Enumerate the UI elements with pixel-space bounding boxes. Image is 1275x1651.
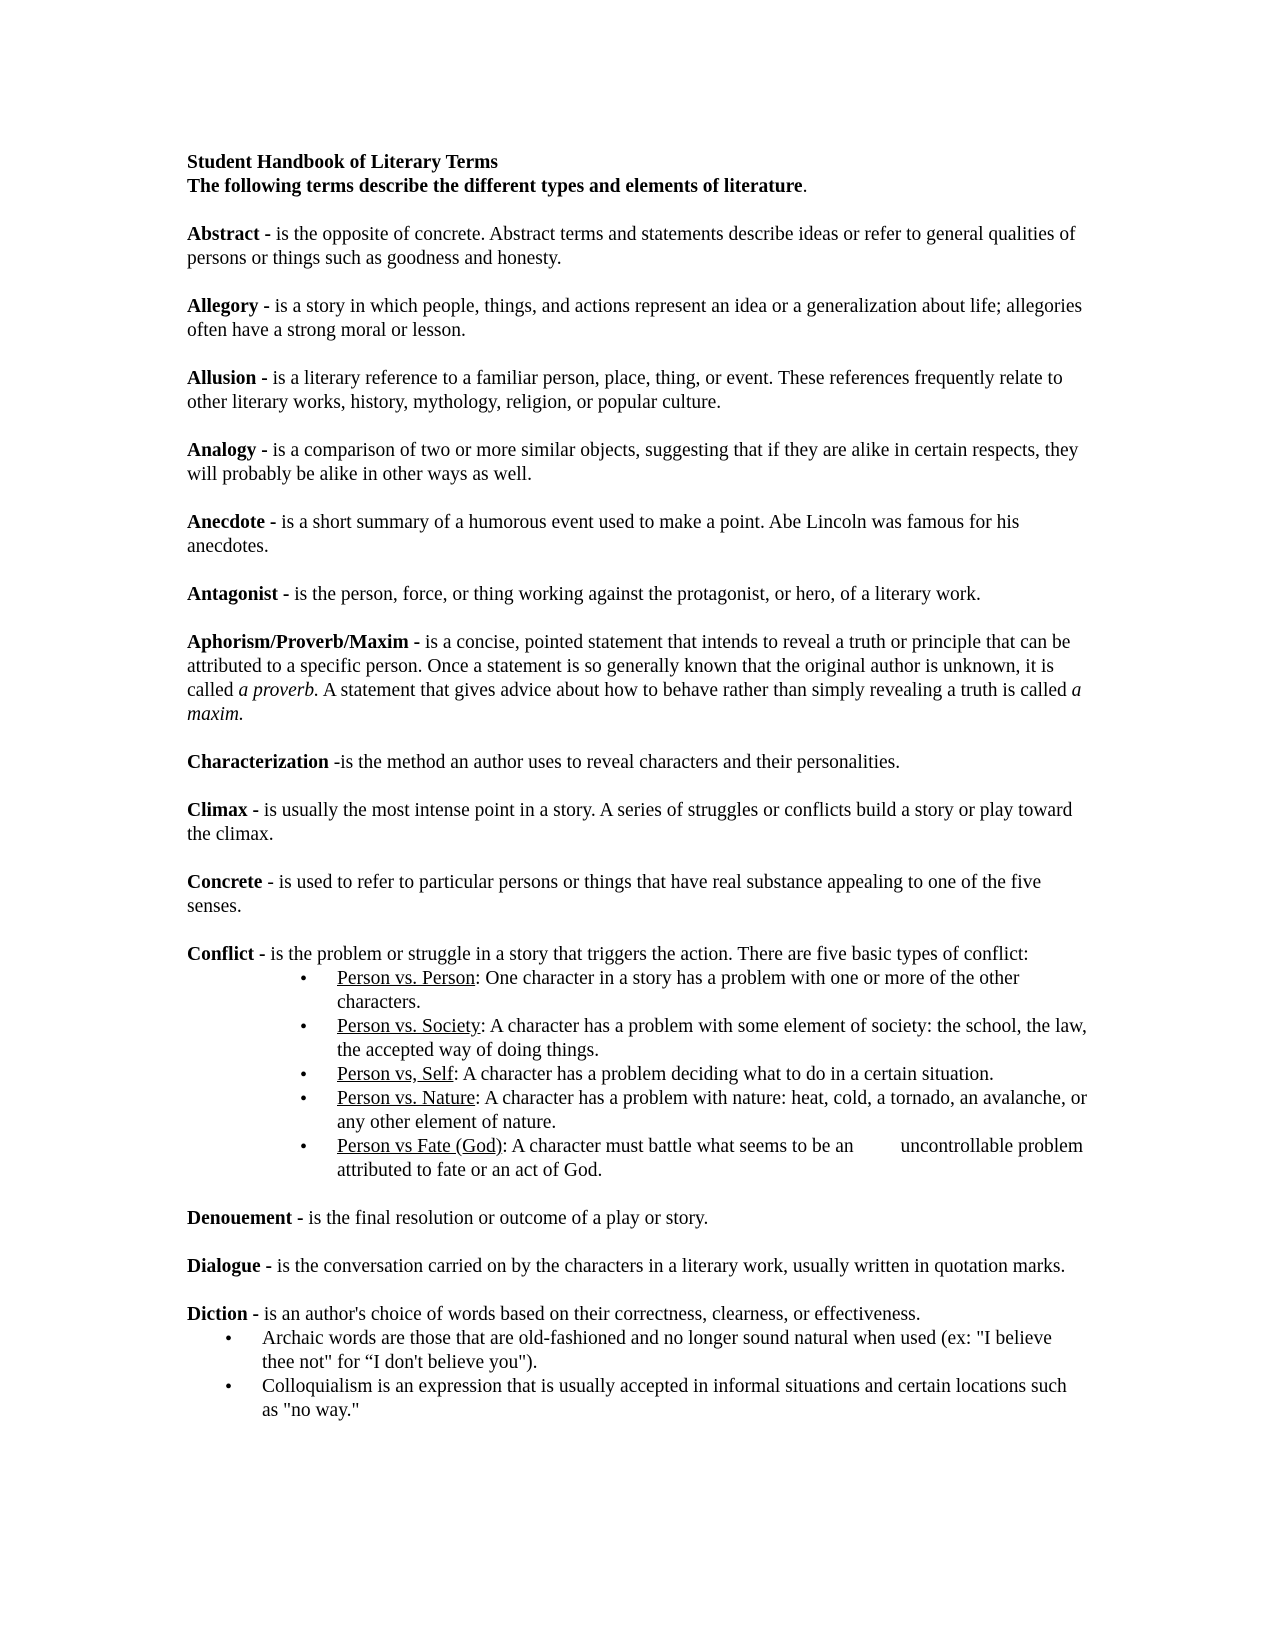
conflict-type-desc: : A character has a problem with nature: heat, cold, a tornado, an avalanche, or any other element of nature. xyxy=(337,1088,1087,1133)
term-name: Anecdote - xyxy=(187,512,277,533)
list-item xyxy=(337,1135,1087,1183)
conflict-type-desc-cont: uncontrollable problem attributed to fate or an act of God. xyxy=(337,1136,1084,1181)
conflict-type-name: Person vs, Self xyxy=(337,1064,454,1085)
entry-abstract xyxy=(187,223,1087,271)
conflict-type-name: Person vs Fate (God) xyxy=(337,1136,503,1157)
document-subtitle xyxy=(187,175,1087,199)
list-item xyxy=(337,1015,1087,1063)
term-definition: is a story in which people, things, and actions represent an idea or a generalization about life; allegories often have a strong moral or lesson. xyxy=(187,296,1083,341)
entry-denouement xyxy=(187,1207,1087,1231)
list-item xyxy=(337,1063,1087,1087)
entry-aphorism xyxy=(187,631,1087,727)
entry-concrete xyxy=(187,871,1087,919)
term-name: Aphorism/Proverb/Maxim - xyxy=(187,632,421,653)
list-item xyxy=(337,967,1087,1015)
entry-allegory xyxy=(187,295,1087,343)
term-definition: -is the method an author uses to reveal characters and their personalities. xyxy=(328,752,901,773)
term-definition: is an author's choice of words based on their correctness, clearness, or effectiveness. xyxy=(259,1304,921,1325)
term-name: Dialogue - xyxy=(187,1256,273,1277)
term-definition: is a concise, pointed statement that intends to reveal a truth or principle that can be attributed to a specific person. Once a statement is so generally known that the original author is unknown, it is called xyxy=(187,632,1071,701)
entry-characterization xyxy=(187,751,1087,775)
entry-diction xyxy=(187,1303,1087,1423)
italic-proverb: a proverb. xyxy=(238,680,319,701)
term-definition: is the problem or struggle in a story that triggers the action. There are five basic types of conflict: xyxy=(265,944,1029,965)
term-name: Abstract - xyxy=(187,224,271,245)
conflict-type-desc: : A character has a problem with some element of society: the school, the law, the accepted way of doing things. xyxy=(337,1016,1087,1061)
conflict-type-name: Person vs. Nature xyxy=(337,1088,476,1109)
term-name: Antagonist - xyxy=(187,584,290,605)
subtitle-text: The following terms describe the different types and elements of literature xyxy=(187,176,803,197)
subtitle-period: . xyxy=(802,176,808,197)
conflict-intro xyxy=(187,943,1087,967)
conflict-type-name: Person vs. Society xyxy=(337,1016,481,1037)
conflict-type-desc: : A character has a problem deciding what to do in a certain situation. xyxy=(453,1064,994,1085)
entry-allusion xyxy=(187,367,1087,415)
term-name: Concrete xyxy=(187,872,263,893)
entry-anecdote xyxy=(187,511,1087,559)
document-page xyxy=(187,151,1087,1447)
diction-list xyxy=(262,1327,1087,1423)
term-name: Characterization xyxy=(187,752,329,773)
entry-analogy xyxy=(187,439,1087,487)
term-definition: is usually the most intense point in a story. A series of struggles or conflicts build a story or play toward the climax. xyxy=(187,800,1073,845)
term-definition: is a short summary of a humorous event used to make a point. Abe Lincoln was famous for his anecdotes. xyxy=(187,512,1020,557)
entry-dialogue xyxy=(187,1255,1087,1279)
entry-climax xyxy=(187,799,1087,847)
term-definition: is the opposite of concrete. Abstract terms and statements describe ideas or refer to general qualities of persons or things such as goodness and honesty. xyxy=(187,224,1076,269)
document-title: Student Handbook of Literary Terms xyxy=(187,152,498,173)
conflict-type-desc: : A character must battle what seems to be an xyxy=(502,1136,854,1157)
list-item xyxy=(337,1087,1087,1135)
italic-maxim: a maxim. xyxy=(187,680,1082,725)
term-name: Climax - xyxy=(187,800,260,821)
list-item: • Archaic words are those that are old-fashioned and no longer sound natural when used (ex: "I believe thee not" for “I don't believe you"). xyxy=(262,1327,1087,1375)
term-definition-cont: A statement that gives advice about how to behave rather than simply revealing a truth is called xyxy=(318,680,1072,701)
document-header xyxy=(187,151,1087,199)
term-definition: is the final resolution or outcome of a play or story. xyxy=(303,1208,709,1229)
term-definition: is a comparison of two or more similar objects, suggesting that if they are alike in certain respects, they will probably be alike in other ways as well. xyxy=(187,440,1079,485)
term-definition: is the person, force, or thing working against the protagonist, or hero, of a literary work. xyxy=(289,584,981,605)
diction-intro xyxy=(187,1303,1087,1327)
conflict-type-desc: : One character in a story has a problem with one or more of the other characters. xyxy=(337,968,1020,1013)
term-name: Denouement - xyxy=(187,1208,304,1229)
term-name: Allusion - xyxy=(187,368,268,389)
entry-conflict xyxy=(187,943,1087,1183)
term-name: Allegory - xyxy=(187,296,270,317)
conflict-types-list xyxy=(337,967,1087,1183)
term-name: Analogy - xyxy=(187,440,268,461)
conflict-type-name: Person vs. Person xyxy=(337,968,476,989)
entry-antagonist xyxy=(187,583,1087,607)
list-item: • Colloquialism is an expression that is usually accepted in informal situations and certain locations such as "no way." xyxy=(262,1375,1087,1423)
term-definition: - is used to refer to particular persons or things that have real substance appealing to one of the five senses. xyxy=(187,872,1042,917)
term-name: Diction - xyxy=(187,1304,260,1325)
term-definition: is a literary reference to a familiar person, place, thing, or event. These references frequently relate to other literary works, history, mythology, religion, or popular culture. xyxy=(187,368,1063,413)
term-definition: is the conversation carried on by the characters in a literary work, usually written in quotation marks. xyxy=(272,1256,1066,1277)
term-name: Conflict - xyxy=(187,944,266,965)
